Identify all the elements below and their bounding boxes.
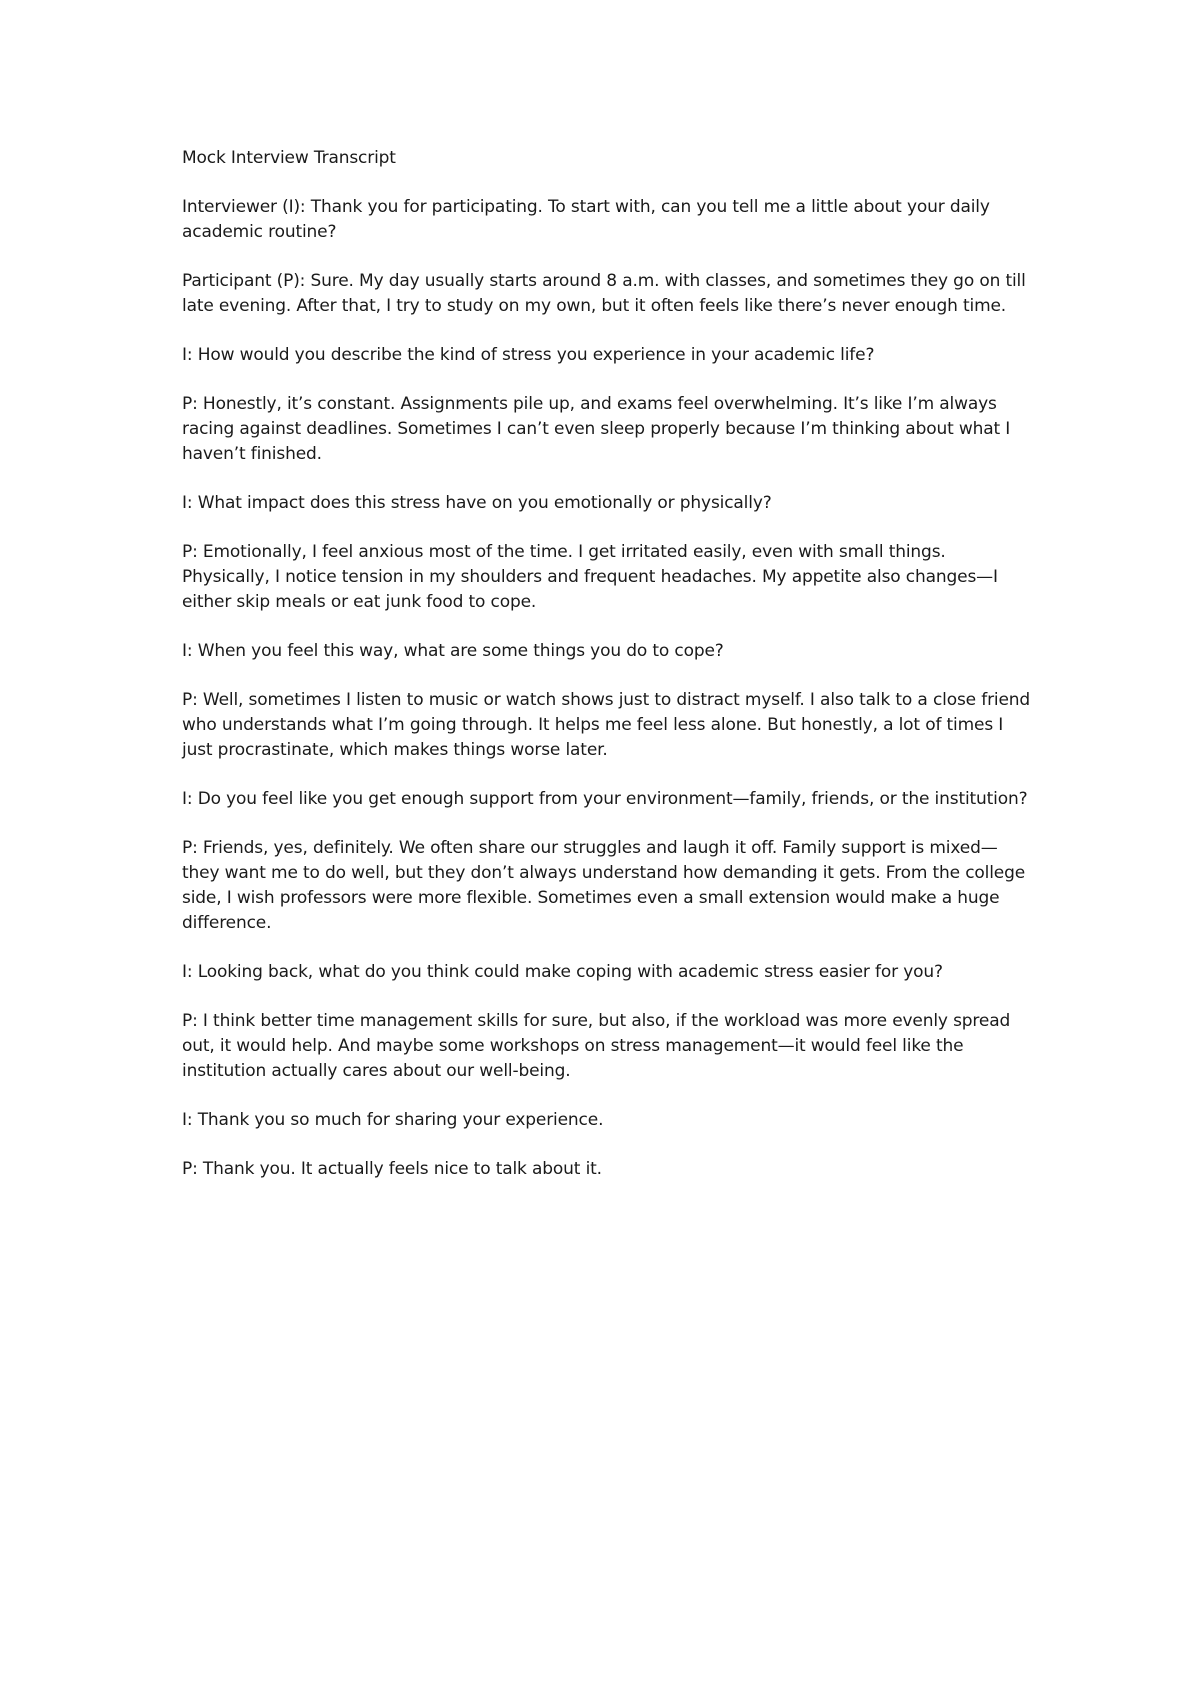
participant-answer: P: Friends, yes, definitely. We often share our struggles and laugh it off. Family support is mixed—they want me to do well, but they don’t always understand how demanding it gets. From the college side, I wish professors were more flexible. Sometimes even a small extension would make a huge difference. bbox=[182, 838, 1026, 933]
participant-closing: P: Thank you. It actually feels nice to talk about it. bbox=[182, 1159, 602, 1179]
participant-answer: P: I think better time management skills for sure, but also, if the workload was more evenly spread out, it would help. And maybe some workshops on stress management—it would feel like the institution actually cares about our well-being. bbox=[182, 1011, 1011, 1081]
participant-answer: P: Emotionally, I feel anxious most of the time. I get irritated easily, even with small things. Physically, I notice tension in my shoulders and frequent headaches. My appetite also changes—I either skip meals or eat junk food to cope. bbox=[182, 542, 998, 612]
interviewer-question: I: What impact does this stress have on you emotionally or physically? bbox=[182, 493, 772, 513]
interviewer-question: I: How would you describe the kind of stress you experience in your academic life? bbox=[182, 345, 875, 365]
participant-answer: Participant (P): Sure. My day usually starts around 8 a.m. with classes, and sometimes they go on till late evening. After that, I try to study on my own, but it often feels like there’s never enough time. bbox=[182, 271, 1026, 316]
participant-answer: P: Well, sometimes I listen to music or watch shows just to distract myself. I also talk to a close friend who understands what I’m going through. It helps me feel less alone. But honestly, a lot of times I just procrastinate, which makes things worse later. bbox=[182, 690, 1031, 760]
interviewer-closing: I: Thank you so much for sharing your experience. bbox=[182, 1110, 604, 1130]
interviewer-question: Interviewer (I): Thank you for participating. To start with, can you tell me a little about your daily academic routine? bbox=[182, 197, 990, 242]
document-title: Mock Interview Transcript bbox=[182, 148, 396, 168]
interviewer-question: I: Looking back, what do you think could make coping with academic stress easier for you? bbox=[182, 962, 943, 982]
participant-answer: P: Honestly, it’s constant. Assignments pile up, and exams feel overwhelming. It’s like I’m always racing against deadlines. Sometimes I can’t even sleep properly because I’m thinking about what I haven’t finished. bbox=[182, 394, 1011, 464]
transcript-body bbox=[182, 146, 1032, 1206]
interviewer-question: I: Do you feel like you get enough support from your environment—family, friends, or the institution? bbox=[182, 789, 1028, 809]
interviewer-question: I: When you feel this way, what are some things you do to cope? bbox=[182, 641, 724, 661]
